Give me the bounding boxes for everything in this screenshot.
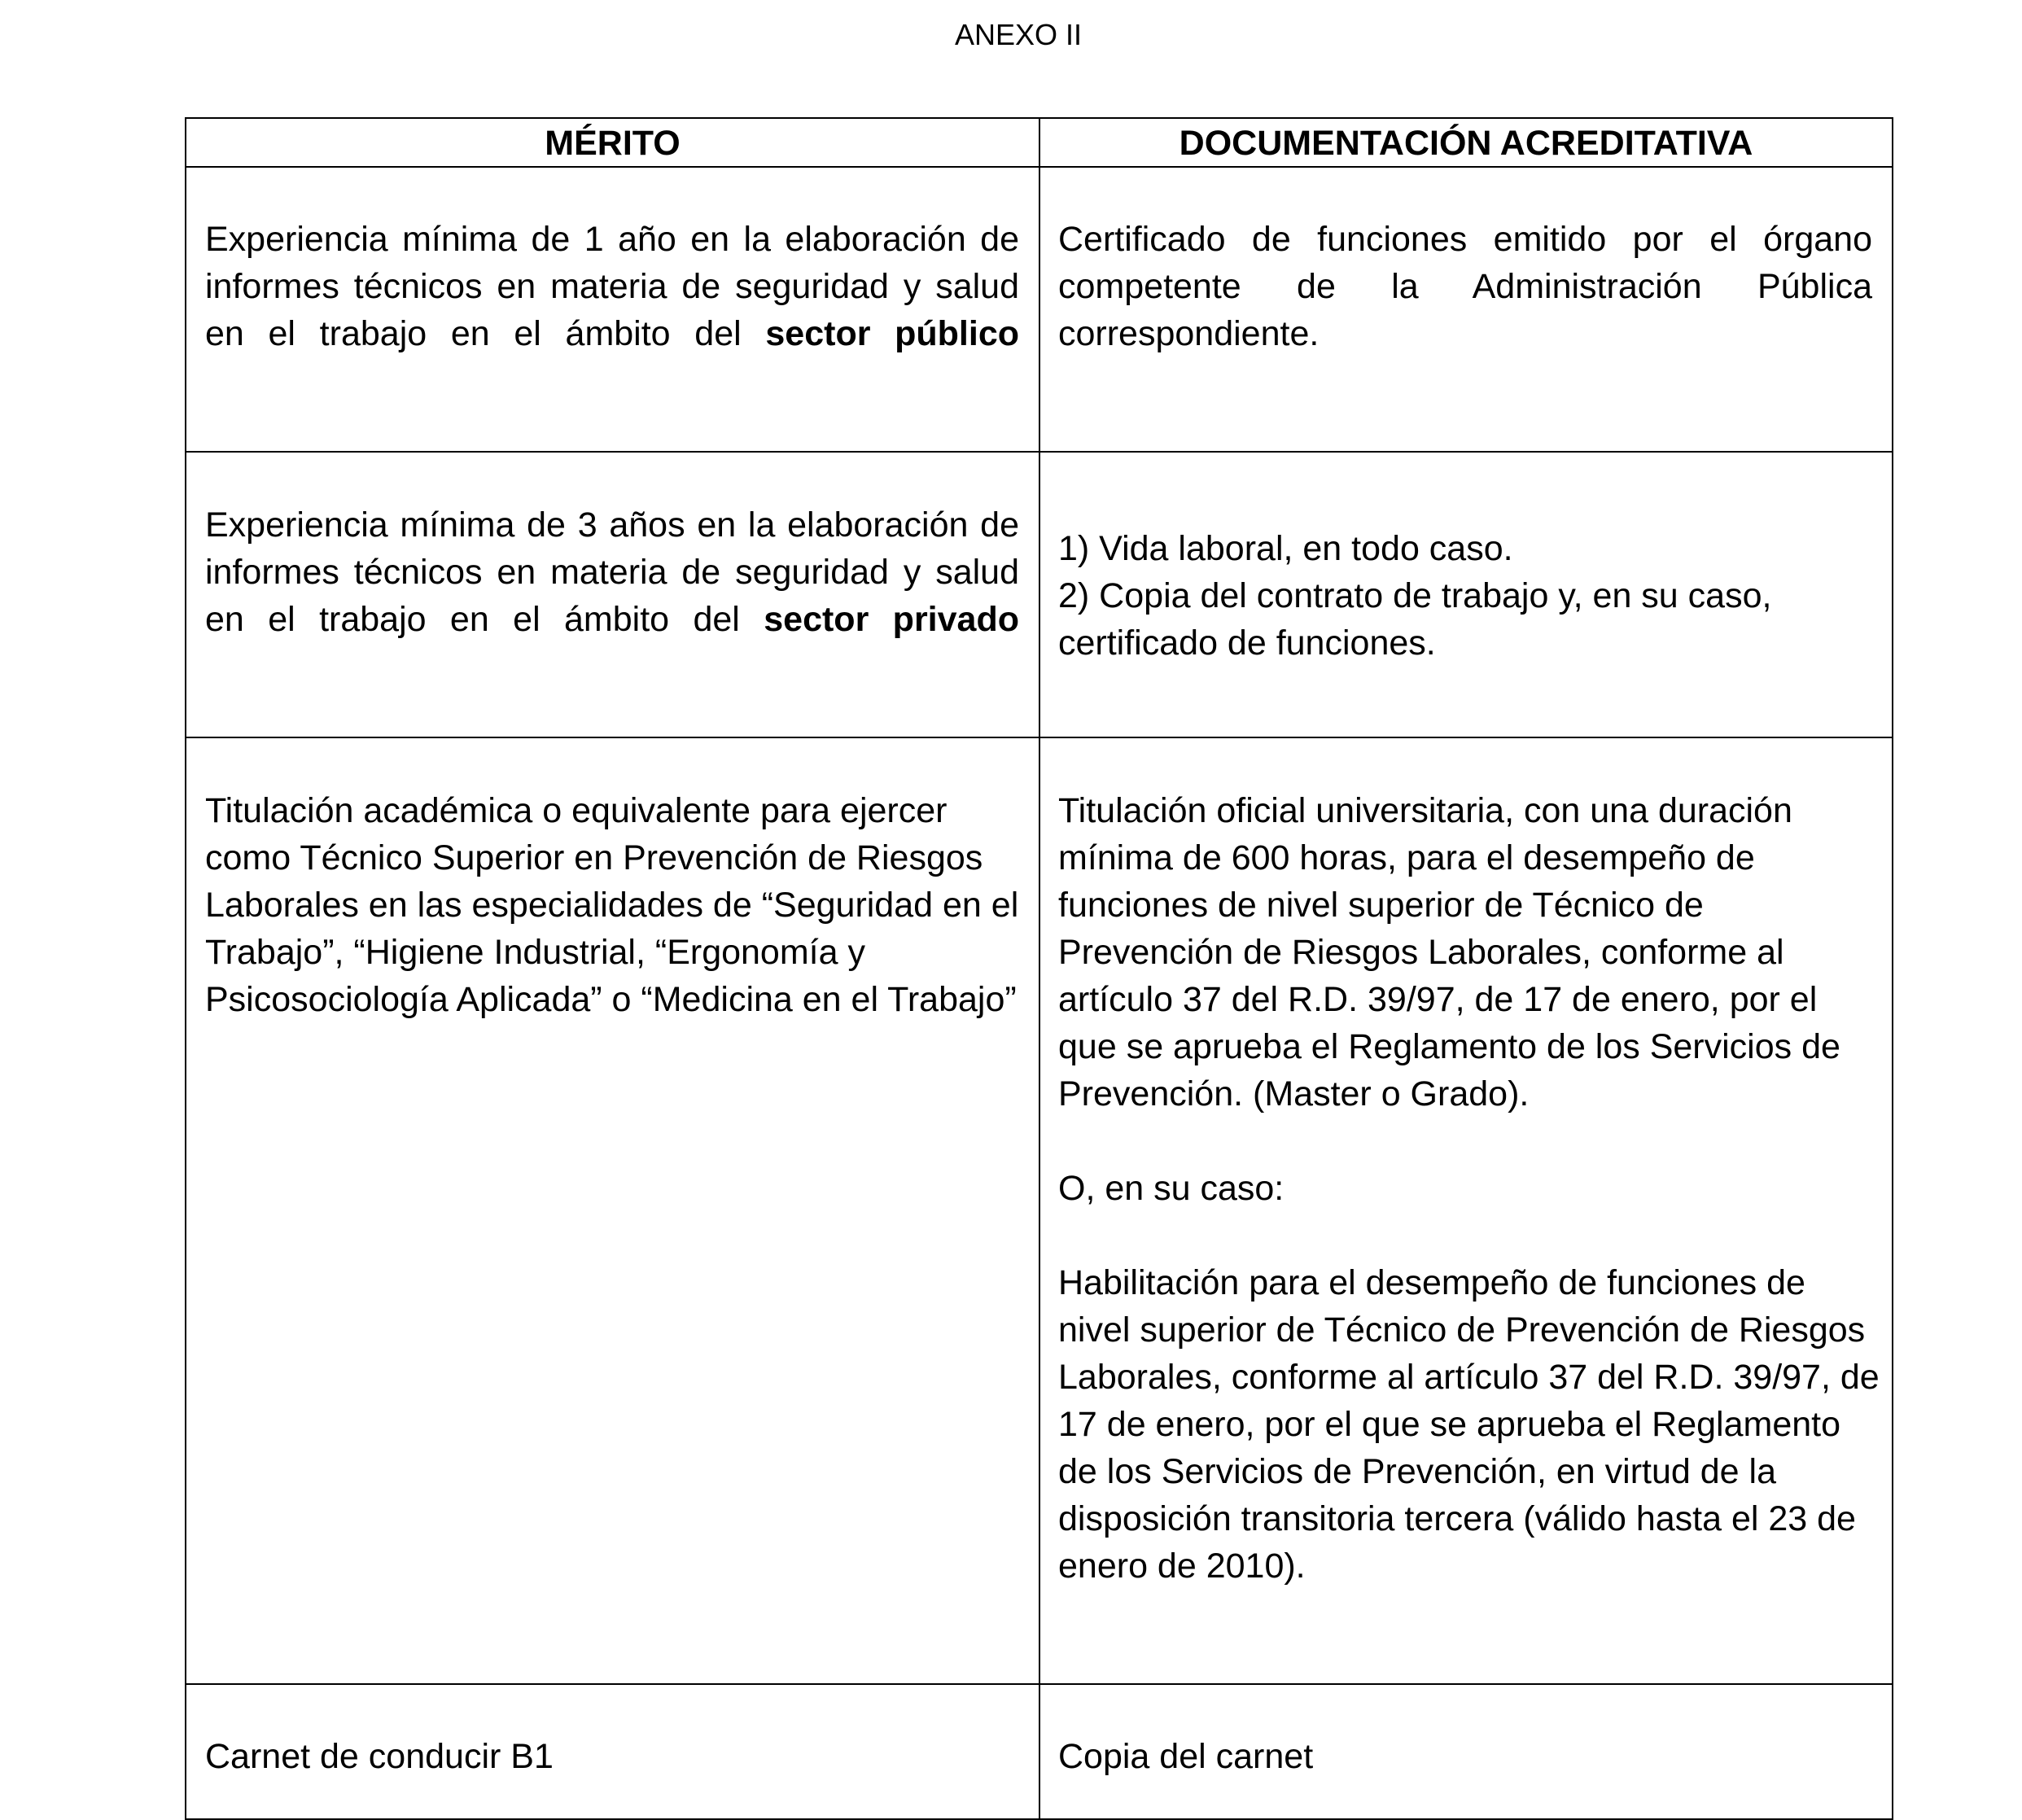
- header-merito: MÉRITO: [545, 124, 681, 163]
- merito-cell: [205, 216, 1019, 357]
- doc-paragraph: O, en su caso:: [1058, 1169, 1285, 1208]
- merito-text: Experiencia mínima de 3 años en la elaboración de informes técnicos en materia de seguridad y salud en el trabajo en el ámbito del: [205, 505, 1019, 639]
- table-border-left: [185, 117, 186, 1820]
- header-documentacion: DOCUMENTACIÓN ACREDITATIVA: [1179, 124, 1753, 163]
- doc-paragraph: 1) Vida laboral, en todo caso.: [1058, 529, 1513, 568]
- merito-bold: sector privado: [764, 600, 1019, 639]
- merito-text: Titulación académica o equivalente para ejercer como Técnico Superior en Prevención de Riesgos Laborales en las especialidades de “Seguridad en el Trabajo”, “Higiene Industrial, “Ergonomía y Psicosociología Aplicada” o “Medicina en el Trabajo”: [205, 791, 1019, 1019]
- doc-cell: [1058, 787, 1880, 1590]
- doc-paragraph: 2) Copia del contrato de trabajo y, en su caso, certificado de funciones.: [1058, 576, 1772, 663]
- doc-paragraph: Titulación oficial universitaria, con una duración mínima de 600 horas, para el desempeño de funciones de nivel superior de Técnico de Prevención de Riesgos Laborales, conforme al artículo 37 del R.D. 39/97, de 17 de enero, por el que se aprueba el Reglamento de los Servicios de Prevención. (Master o Grado).: [1058, 791, 1840, 1113]
- page-title: ANEXO II: [954, 18, 1083, 51]
- doc-paragraph: Habilitación para el desempeño de funciones de nivel superior de Técnico de Prevención de Riesgos Laborales, conforme al artículo 37 del R.D. 39/97, de 17 de enero, por el que se aprueba el Reglamento de los Servicios de Prevención, en virtud de la disposición transitoria tercera (válido hasta el 23 de enero de 2010).: [1058, 1263, 1880, 1586]
- table-border-right: [1892, 117, 1893, 1820]
- doc-cell: [1058, 525, 1880, 667]
- merito-cell: [205, 501, 1019, 643]
- doc-cell: [1058, 1733, 1880, 1780]
- column-divider: [1039, 117, 1040, 1820]
- merito-text: Experiencia mínima de 1 año en la elaboración de informes técnicos en materia de seguridad y salud en el trabajo en el ámbito del: [205, 220, 1019, 353]
- merito-cell: [205, 787, 1019, 1023]
- merito-text: Carnet de conducir B1: [205, 1737, 554, 1776]
- doc-paragraph: Certificado de funciones emitido por el órgano competente de la Administración Pública correspondiente.: [1058, 220, 1872, 353]
- doc-cell: [1058, 216, 1872, 357]
- doc-paragraph: Copia del carnet: [1058, 1737, 1314, 1776]
- merito-cell: [205, 1733, 1019, 1780]
- merito-bold: sector público: [765, 314, 1020, 353]
